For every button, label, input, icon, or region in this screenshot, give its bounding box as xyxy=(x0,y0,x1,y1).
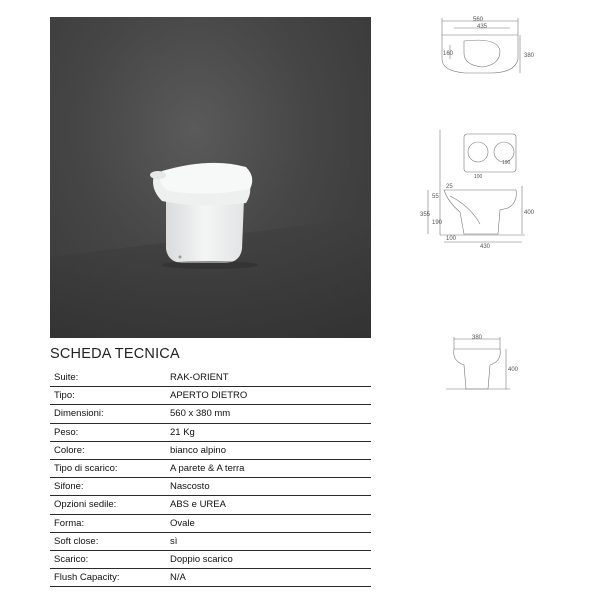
spec-label: Peso: xyxy=(50,423,166,441)
spec-label: Dimensioni: xyxy=(50,405,166,423)
spec-value: 21 Kg xyxy=(166,423,371,441)
spec-value: Doppio scarico xyxy=(166,550,371,568)
table-row xyxy=(50,441,371,459)
dim-190: 190 xyxy=(432,220,443,226)
spec-label: Flush Capacity: xyxy=(50,569,166,587)
table-row xyxy=(50,496,371,514)
dim-430: 430 xyxy=(480,244,491,250)
spec-table xyxy=(50,369,371,587)
dim-380: 380 xyxy=(524,53,535,59)
dim-100-detail: 100 xyxy=(474,174,483,180)
toilet-image xyxy=(50,17,371,338)
dim-435: 435 xyxy=(476,24,488,30)
spec-value: 560 x 380 mm xyxy=(166,405,371,423)
dim-560: 560 xyxy=(472,17,484,23)
spec-value: N/A xyxy=(166,569,371,587)
table-row xyxy=(50,569,371,587)
table-row xyxy=(50,459,371,477)
spec-label: Tipo: xyxy=(50,387,166,405)
dim-400-front: 400 xyxy=(508,367,519,373)
dim-100: 100 xyxy=(446,236,457,242)
table-row xyxy=(50,369,371,387)
spec-value: A parete & A terra xyxy=(166,459,371,477)
spec-label: Colore: xyxy=(50,441,166,459)
spec-value: RAK-ORIENT xyxy=(166,369,371,387)
dim-160: 160 xyxy=(442,51,454,57)
table-row xyxy=(50,514,371,532)
spec-value: Ovale xyxy=(166,514,371,532)
top-view-drawing xyxy=(420,15,535,85)
product-photo xyxy=(50,17,371,338)
spec-label: Suite: xyxy=(50,369,166,387)
spec-value: Nascosto xyxy=(166,478,371,496)
spec-value: APERTO DIETRO xyxy=(166,387,371,405)
spec-label: Tipo di scarico: xyxy=(50,459,166,477)
spec-value: bianco alpino xyxy=(166,441,371,459)
spec-label: Sifone: xyxy=(50,478,166,496)
dim-400: 400 xyxy=(524,210,535,216)
table-row xyxy=(50,478,371,496)
spec-label: Scarico: xyxy=(50,550,166,568)
table-row xyxy=(50,423,371,441)
table-row xyxy=(50,387,371,405)
side-view-drawing xyxy=(420,130,550,250)
dim-190-detail: 190 xyxy=(502,160,511,166)
section-title: SCHEDA TECNICA xyxy=(50,346,180,362)
dim-25: 25 xyxy=(446,184,453,190)
dim-355: 355 xyxy=(420,212,431,218)
table-row xyxy=(50,405,371,423)
spec-value: sì xyxy=(166,532,371,550)
table-row xyxy=(50,532,371,550)
spec-label: Soft close: xyxy=(50,532,166,550)
front-view-drawing xyxy=(440,335,520,395)
spec-label: Opzioni sedile: xyxy=(50,496,166,514)
spec-label: Forma: xyxy=(50,514,166,532)
table-row xyxy=(50,550,371,568)
dim-380-front: 380 xyxy=(471,335,483,341)
spec-value: ABS e UREA xyxy=(166,496,371,514)
dim-55: 55 xyxy=(432,194,439,200)
